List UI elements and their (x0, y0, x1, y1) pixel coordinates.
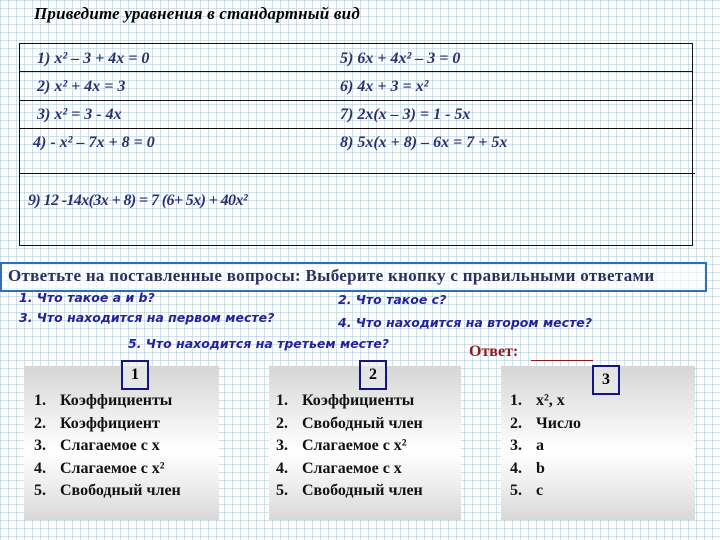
equation-4 (33, 134, 155, 152)
list-item: 3. Слагаемое с x (34, 437, 160, 454)
answer-field[interactable] (531, 360, 593, 361)
option-number-badge: 3 (592, 365, 620, 395)
page-title: Приведите уравнения в стандартный вид (34, 4, 360, 23)
list-item: 2. Число (510, 414, 582, 432)
answer-label: Ответ: (469, 343, 519, 360)
list-item: 4. Слагаемое с x² (34, 459, 165, 477)
equation-2 (37, 78, 125, 96)
equation-number: 3) (37, 106, 51, 123)
equation-number: 8) (340, 134, 354, 151)
option-number-badge: 2 (359, 360, 387, 390)
list-item: 2. Коэффициент (34, 414, 160, 432)
equation-5 (340, 50, 460, 68)
option-list (510, 390, 581, 503)
equation-number: 7) (340, 106, 354, 123)
list-item: 4. Слагаемое с x (276, 459, 402, 477)
list-item: 5. c (510, 482, 544, 499)
equation-1 (37, 50, 149, 68)
table-divider (20, 173, 695, 174)
equation-number: 9) (28, 192, 41, 209)
option-list (276, 390, 423, 503)
equation-number: 4) (33, 134, 47, 151)
equation-number: 2) (37, 78, 51, 95)
list-item: 1. Коэффициенты (34, 392, 173, 409)
equation-text: x² – 3 + 4x = 0 (54, 50, 150, 67)
equation-3 (37, 106, 122, 124)
question-3: 3. Что находится на первом месте? (19, 310, 275, 325)
equation-number: 5) (340, 50, 354, 67)
list-item: 1. Коэффициенты (276, 392, 415, 409)
list-item: 4. b (510, 459, 545, 477)
table-divider (20, 128, 692, 129)
question-4: 4. Что находится на втором месте? (338, 315, 593, 330)
table-divider (20, 71, 692, 72)
list-item: 2. Свободный член (276, 414, 423, 432)
equation-9 (28, 192, 247, 210)
list-item: 5. Свободный член (276, 482, 423, 499)
equation-number: 1) (37, 50, 51, 67)
option-list (34, 390, 181, 503)
equation-text: 6x + 4x² – 3 = 0 (357, 50, 461, 67)
equation-text: 5x(x + 8) – 6x = 7 + 5x (357, 134, 508, 151)
equation-text: - x² – 7x + 8 = 0 (50, 134, 155, 151)
instruction-text: Ответьте на поставленные вопросы: Выберите кнопку с правильными ответами (8, 266, 655, 285)
equation-text: 2x(x – 3) = 1 - 5x (357, 106, 471, 123)
equation-text: 4x + 3 = x² (357, 78, 429, 95)
question-1: 1. Что такое a и b? (19, 290, 155, 305)
equation-8 (340, 134, 507, 152)
equation-7 (340, 106, 470, 124)
equation-text: x² = 3 - 4x (54, 106, 122, 123)
list-item: 1. x², x (510, 392, 565, 409)
question-2: 2. Что такое с? (338, 292, 447, 307)
list-item: 3. Слагаемое с x² (276, 437, 407, 454)
equation-number: 6) (340, 78, 354, 95)
list-item: 3. a (510, 437, 544, 454)
list-item: 5. Свободный член (34, 482, 181, 499)
equation-6 (340, 78, 428, 96)
question-5: 5. Что находится на третьем месте? (128, 336, 390, 351)
equation-text: x² + 4x = 3 (54, 78, 126, 95)
option-number-badge: 1 (121, 360, 149, 390)
equation-text: 12 -14x(3x + 8) = 7 (6+ 5x) + 40x² (43, 192, 248, 209)
table-divider (20, 100, 692, 101)
